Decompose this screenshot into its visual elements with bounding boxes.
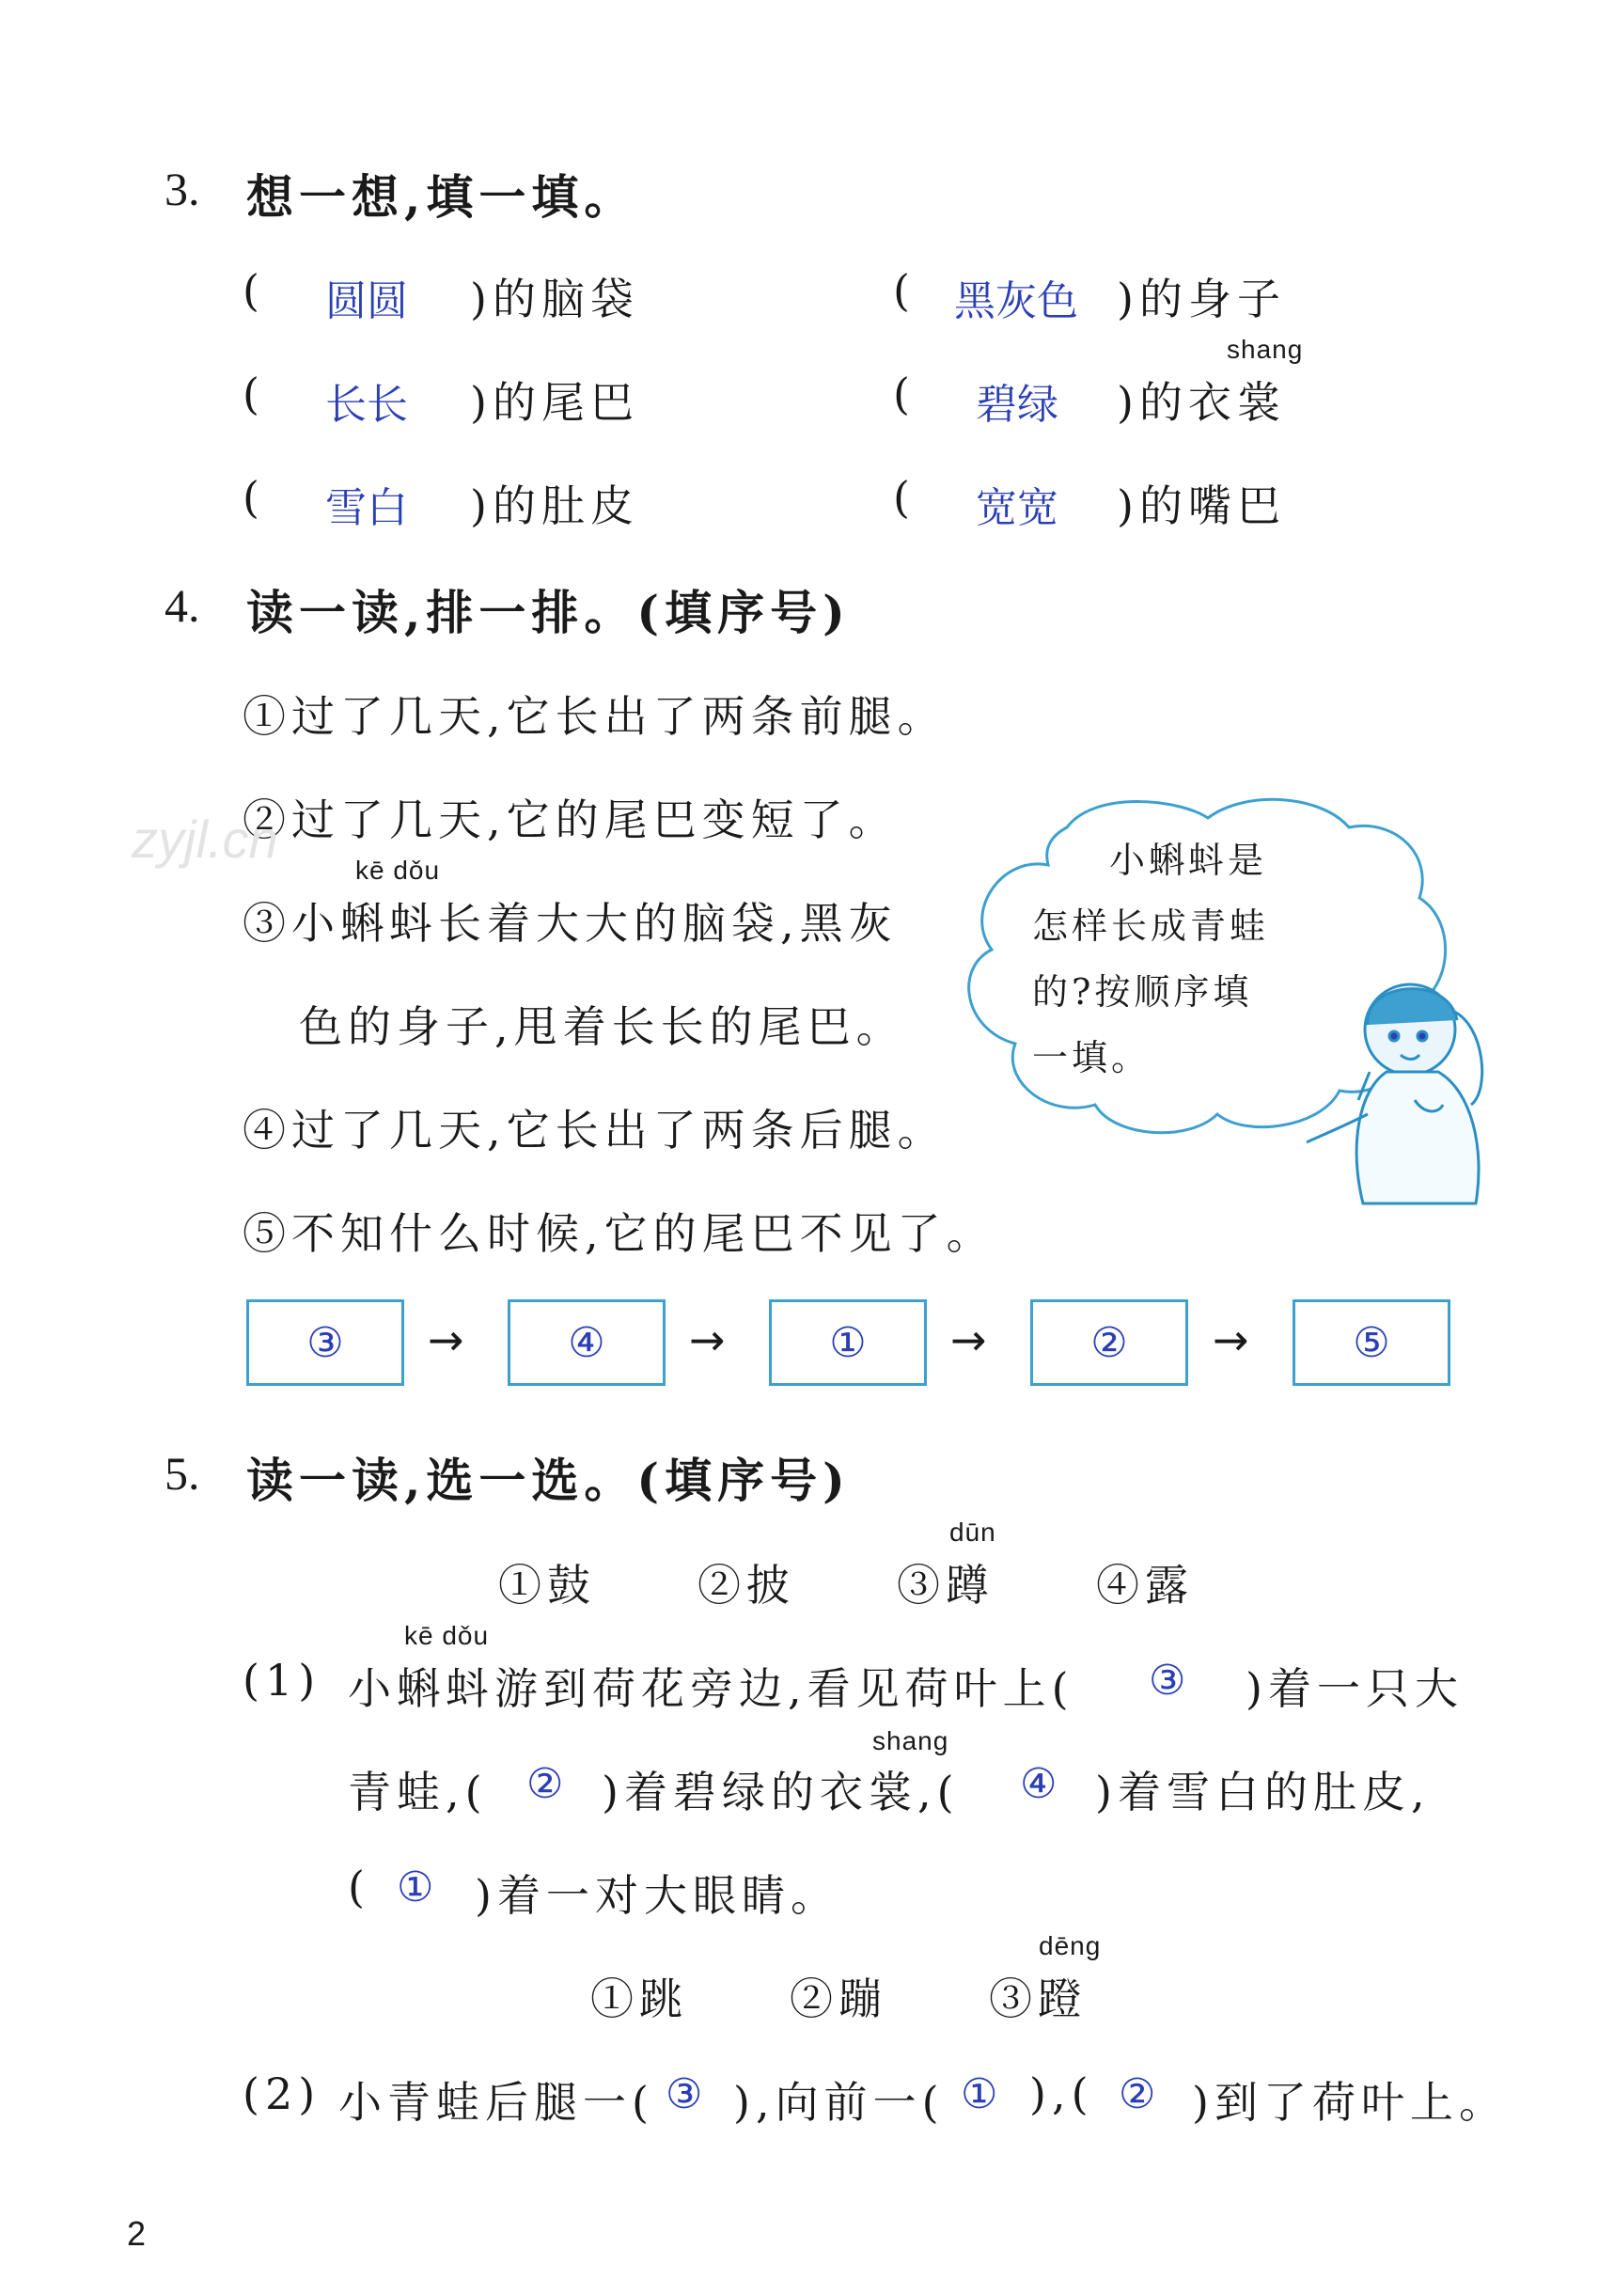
q3-paren: (	[893, 472, 910, 523]
q3-paren: (	[893, 265, 910, 316]
part2-answer: ①	[961, 2071, 998, 2117]
bubble-line: 的?按顺序填	[1032, 971, 1253, 1013]
q4-title: 读一读,排一排。(填序号)	[246, 585, 851, 640]
part1-text: 小蝌蚪游到荷花旁边,看见荷叶上(	[348, 1663, 1074, 1714]
q4-sentence: ①过了几天,它长出了两条前腿。	[243, 691, 947, 742]
part2-text: ),向前一(	[733, 2077, 945, 2128]
bubble-line: 怎样长成青蛙	[1032, 905, 1270, 947]
part1-text: )着一只大	[1246, 1663, 1464, 1714]
arrow-right-icon: →	[428, 1314, 464, 1365]
order-box-5: ⑤	[1293, 1299, 1450, 1386]
q3-suffix: )的肚皮	[470, 480, 639, 531]
q5-option: ③蹬	[989, 1974, 1087, 2024]
part2-label: (2)	[243, 2068, 321, 2119]
order-box-2: ④	[508, 1299, 666, 1386]
part1-text: )着雪白的肚皮,	[1095, 1767, 1431, 1817]
pinyin-kedou: kē dǒu	[404, 1621, 490, 1650]
order-box-1: ③	[246, 1299, 404, 1386]
bubble-line: 小蝌蚪是	[1109, 840, 1268, 881]
pinyin-dun: dūn	[949, 1518, 996, 1547]
q3-answer: 圆圆	[325, 278, 408, 324]
part2-answer: ③	[666, 2071, 703, 2117]
part1-text: )着一对大眼睛。	[475, 1870, 839, 1921]
q3-paren: (	[243, 369, 259, 419]
pinyin-shang: shang	[872, 1726, 949, 1755]
q3-suffix: )的身子	[1117, 274, 1286, 324]
arrow-right-icon: →	[689, 1314, 726, 1365]
pinyin-shang: shang	[1227, 335, 1304, 364]
part2-text: ),(	[1029, 2068, 1094, 2119]
part1-answer: ②	[526, 1761, 564, 1807]
q5-option: ④露	[1096, 1560, 1194, 1611]
q5-option: ①跳	[590, 1974, 688, 2024]
q4-sentence: ⑤不知什么时候,它的尾巴不见了。	[243, 1208, 995, 1259]
pinyin-kedou: kē dǒu	[355, 856, 441, 885]
q5-title: 读一读,选一选。(填序号)	[246, 1453, 851, 1508]
page-number: 2	[127, 2214, 147, 2253]
q5-option: ①鼓	[498, 1560, 596, 1611]
q3-answer: 长长	[325, 382, 408, 428]
part1-text: 青蛙,(	[348, 1767, 488, 1817]
q4-sentence: ③小蝌蚪长着大大的脑袋,黑灰	[243, 898, 898, 949]
part1-answer: ①	[397, 1864, 434, 1911]
q5-option: ②披	[697, 1560, 795, 1611]
q3-paren: (	[893, 369, 910, 419]
q4-sentence: ④过了几天,它长出了两条后腿。	[243, 1105, 947, 1156]
q5-option: ②蹦	[790, 1974, 887, 2024]
q3-suffix: )的嘴巴	[1117, 480, 1286, 531]
q3-answer: 碧绿	[976, 382, 1058, 428]
q3-suffix: )的衣裳	[1117, 377, 1286, 428]
part1-label: (1)	[243, 1655, 321, 1706]
part1-answer: ④	[1020, 1761, 1058, 1807]
part1-text: )着碧绿的衣裳,(	[602, 1767, 960, 1817]
part1-text: (	[348, 1862, 370, 1912]
watermark: zyjl.cn	[132, 810, 278, 869]
q3-title: 想一想,填一填。	[246, 169, 637, 225]
q4-sentence: ②过了几天,它的尾巴变短了。	[243, 794, 898, 845]
part2-text: )到了荷叶上。	[1192, 2077, 1508, 2128]
part1-answer: ③	[1149, 1658, 1186, 1704]
q4-sentence: 色的身子,甩着长长的尾巴。	[299, 1001, 905, 1052]
q3-answer: 雪白	[325, 485, 408, 531]
q3-paren: (	[243, 265, 259, 316]
order-box-3: ①	[769, 1299, 927, 1386]
part2-answer: ②	[1119, 2071, 1156, 2117]
arrow-right-icon: →	[1213, 1314, 1249, 1365]
q5-number: 5.	[165, 1447, 200, 1500]
order-box-4: ②	[1030, 1299, 1188, 1386]
arrow-right-icon: →	[950, 1314, 987, 1365]
q3-answer: 宽宽	[976, 485, 1058, 531]
q3-suffix: )的脑袋	[470, 274, 639, 324]
q3-number: 3.	[165, 163, 200, 215]
pinyin-deng: dēng	[1039, 1931, 1102, 1960]
q3-answer: 黑灰色	[954, 278, 1078, 324]
q4-number: 4.	[165, 579, 200, 632]
part2-text: 小青蛙后腿一(	[338, 2077, 654, 2128]
q3-paren: (	[243, 472, 259, 523]
q5-option: ③蹲	[897, 1560, 995, 1611]
q3-suffix: )的尾巴	[470, 377, 639, 428]
bubble-line: 一填。	[1032, 1037, 1152, 1078]
